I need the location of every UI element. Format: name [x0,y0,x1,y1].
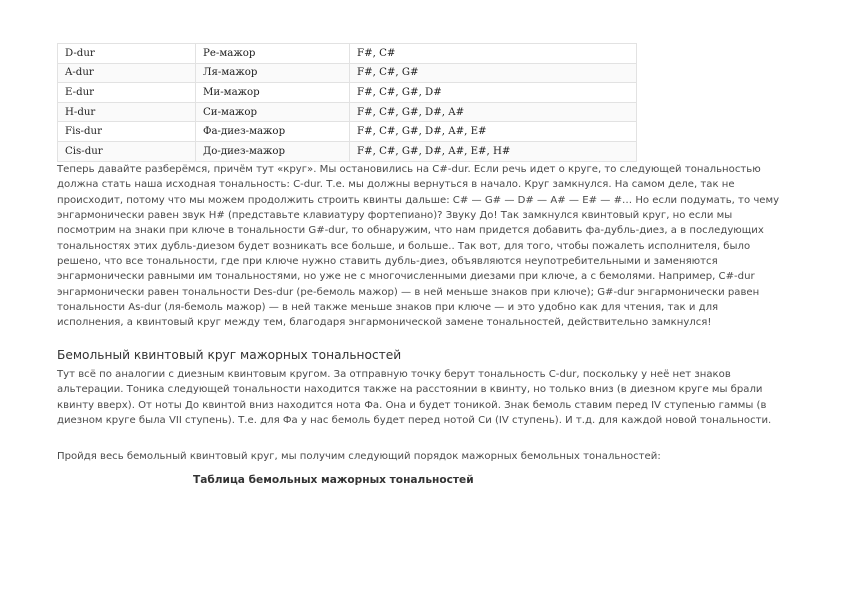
table-row [58,83,637,103]
table-cell-signs: F#, C#, G#, D#, A#, E#, H# [350,141,637,161]
table-cell-signs: F#, C#, G#, D#, A# [350,102,637,122]
table-cell-key: Cis-dur [58,141,196,161]
table-row [58,141,637,161]
table-cell-signs: F#, C#, G#, D#, A#, E# [350,122,637,142]
table-row [58,63,637,83]
paragraph-flat-circle: Тут всё по аналогии с диезным квинтовым кругом. За отправную точку берут тональность C-dur, поскольку у неё нет знаков альтерации. Тоника следующей тональности находится также на расстоянии в квинту, но только вниз (в диезном круге мы брали квинту вверх). От ноты До квинтой вниз находится нота Фа. Она и будет тоникой. Знак бемоль ставим перед IV ступенью гаммы (в диезном круге была VII ступень). Т.е. для Фа у нас бемоль будет перед нотой Си (IV ступень). И т.д. для каждой новой тональности. [57,369,772,427]
table-row [58,44,637,64]
table-cell-name: Фа-диез-мажор [196,122,350,142]
table-cell-name: Ре-мажор [196,44,350,64]
table-cell-signs: F#, C#, G#, D# [350,83,637,103]
table-cell-name: До-диез-мажор [196,141,350,161]
table-row [58,102,637,122]
table-cell-key: H-dur [58,102,196,122]
paragraph-circle-explanation: Теперь давайте разберёмся, причём тут «круг». Мы остановились на C#-dur. Если речь идет о круге, то следующей тональностью должна стать наша исходная тональность: C-dur. Т.е. мы должны вернуться в начало. Круг замкнулся. На самом деле, так не происходит, потому что мы можем продолжить строить квинты дальше: C# — G# — D# — A# — E# — #… Но если подумать, то чему энгармонически равен звук H# (представьте клавиатуру фортепиано)? Звуку До! Так замкнулся квинтовый круг, но если мы посмотрим на знаки при ключе в тональности G#-dur, то обнаружим, что нам придется добавить фа-дубль-диез, а в последующих тональностях этих дубль-диезом будет возникать все больше, и больше.. Так вот, для того, чтобы пожалеть исполнителя, было решено, что все тональности, где при ключе нужно ставить дубль-диез, объявляются неупотребительными и заменяются энгармонически равными им тональностями, но уже не с многочисленными диезами при ключе, а с бемолями. Например, C#-dur энгармонически равен тональности Des-dur (ре-бемоль мажор) — в ней меньше знаков при ключе); G#-dur энгармонически равен тональности As-dur (ля-бемоль мажор) — в ней также меньше знаков при ключе — и это удобно как для чтения, так и для исполнения, а квинтовый круг между тем, благодаря энгармонической замене тональностей, действительно замкнулся! [57,164,780,329]
table-cell-key: A-dur [58,63,196,83]
table-row [58,122,637,142]
table-cell-signs: F#, C# [350,44,637,64]
table-cell-name: Ля-мажор [196,63,350,83]
table-cell-name: Си-мажор [196,102,350,122]
table-cell-name: Ми-мажор [196,83,350,103]
table-cell-signs: F#, C#, G# [350,63,637,83]
table-cell-key: D-dur [58,44,196,64]
table-cell-key: Fis-dur [58,122,196,142]
table-caption: Таблица бемольных мажорных тональностей [193,474,474,486]
paragraph-flat-order: Пройдя весь бемольный квинтовый круг, мы получим следующий порядок мажорных бемольных тональностей: [57,451,661,462]
section-heading: Бемольный квинтовый круг мажорных тональностей [57,348,402,362]
table-cell-key: E-dur [58,83,196,103]
sharp-keys-table [57,43,637,162]
